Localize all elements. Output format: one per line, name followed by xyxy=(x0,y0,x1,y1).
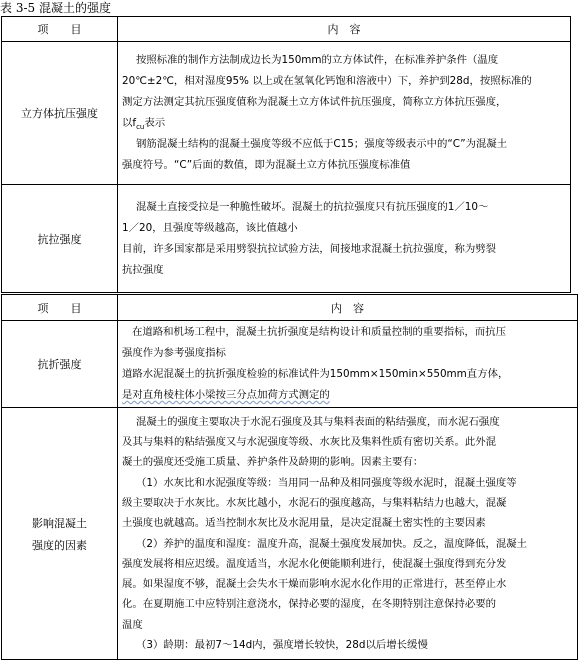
content-line: 土强度也就越高。适当控制水灰比及水泥用量，是决定混凝土密实性的主要因素 xyxy=(122,517,486,530)
header-item: 项 目 xyxy=(2,17,118,42)
content-line: 展。如果湿度不够，混凝土会失水干燥而影响水泥水化作用的正常进行，甚至停止水 xyxy=(122,578,507,591)
row-content-tensile xyxy=(118,185,571,293)
content-line: 混凝土直接受拉是一种脆性破坏。混凝土的抗拉强度只有抗压强度的1／10～ xyxy=(136,200,489,213)
row-content-influencing-factors xyxy=(118,408,578,660)
content-line-formula xyxy=(122,113,567,134)
content-line: 按照标准的制作方法制成边长为150mm的立方体试件，在标准养护条件（温度 xyxy=(136,54,499,66)
row-label-flexural: 抗折强度 xyxy=(2,321,118,408)
row-label-line-1: 影响混凝土 xyxy=(32,516,87,530)
row-label-influencing-factors xyxy=(2,408,118,660)
content-line: 道路水泥混凝土的抗折强度检验的标准试件为150mm×150min×550mm直方体， xyxy=(122,368,509,380)
row-label-cube-compressive: 立方体抗压强度 xyxy=(2,42,118,185)
content-line: 强度符号。“C”后面的数值，即为混凝土立方体抗压强度标准值 xyxy=(122,159,411,171)
content-line: 混凝土的强度主要取决于水泥石强度及其与集料表面的粘结强度，而水泥石强度 xyxy=(136,415,500,428)
content-line: 及其与集料的粘结强度又与水泥强度等级、水灰比及集料性质有密切关系。此外混 xyxy=(122,436,497,449)
content-line: 抗拉强度 xyxy=(122,263,164,276)
strength-table-part-1 xyxy=(1,16,571,293)
formula-subscript: cu xyxy=(136,123,145,132)
content-line: 化。在夏期施工中应特别注意浇水，保持必要的湿度，在冬期特别注意保持必要的 xyxy=(122,598,497,611)
header-content-repeat: 内 容 xyxy=(118,295,578,321)
content-line: （1）水灰比和水泥强度等级：当用同一品种及相同强度等级水泥时，混凝土强度等 xyxy=(136,476,517,489)
table-row xyxy=(2,321,578,408)
table-row xyxy=(2,42,571,185)
header-item-repeat: 项 目 xyxy=(2,295,118,321)
content-line: 强度作为参考强度指标 xyxy=(122,347,226,359)
content-line: 级主要取决于水灰比。水灰比越小，水泥石的强度越高，与集料粘结力也越大，混凝 xyxy=(122,496,507,509)
header-content: 内 容 xyxy=(118,17,571,42)
formula-symbol: 以f xyxy=(122,117,137,129)
content-line: 1／20，且强度等级越高，该比值越小 xyxy=(122,221,298,234)
strength-table-part-2 xyxy=(1,294,578,660)
content-line: 是对直角棱柱体小梁按三分点加荷方式测定的 xyxy=(122,389,330,401)
row-label-line-2: 强度的因素 xyxy=(32,538,87,552)
row-content-flexural xyxy=(118,321,578,408)
row-content-cube-compressive xyxy=(118,42,571,185)
table-row xyxy=(2,185,571,293)
content-line: （3）龄期：最初7～14d内，强度增长较快，28d以后增长缓慢 xyxy=(136,638,428,651)
content-line: 强度发展将相应迟缓。温度适当，水泥水化便能顺利进行，使混凝土强度得到充分发 xyxy=(122,557,507,570)
row-label-tensile: 抗拉强度 xyxy=(2,185,118,293)
content-line: 20℃±2℃，相对湿度95% 以上或在氢氧化钙饱和溶液中）下，养护到28d，按照标准的 xyxy=(122,75,532,87)
content-line: 目前，许多国家都是采用劈裂抗拉试验方法，间接地求混凝土抗拉强度，称为劈裂 xyxy=(122,242,497,255)
content-line: 在道路和机场工程中，混凝土抗折强度是结构设计和质量控制的重要指标，而抗压 xyxy=(132,326,507,338)
content-line: 测定方法测定其抗压强度值称为混凝土立方体试件抗压强度，简称立方体抗压强度， xyxy=(122,96,507,108)
content-line: 钢筋混凝土结构的混凝土强度等级不应低于C15；强度等级表示中的“C”为混凝土 xyxy=(136,138,508,150)
table-caption: 表 3-5 混凝土的强度 xyxy=(0,1,111,15)
table-row xyxy=(2,408,578,660)
content-line: 凝土的强度还受施工质量、养护条件及龄期的影响。因素主要有： xyxy=(122,456,424,469)
formula-text: 表示 xyxy=(144,117,166,129)
content-line: 温度 xyxy=(122,618,143,631)
content-line: （2）养护的温度和湿度：温度升高，混凝土强度发展加快。反之，温度降低，混凝土 xyxy=(136,537,528,550)
